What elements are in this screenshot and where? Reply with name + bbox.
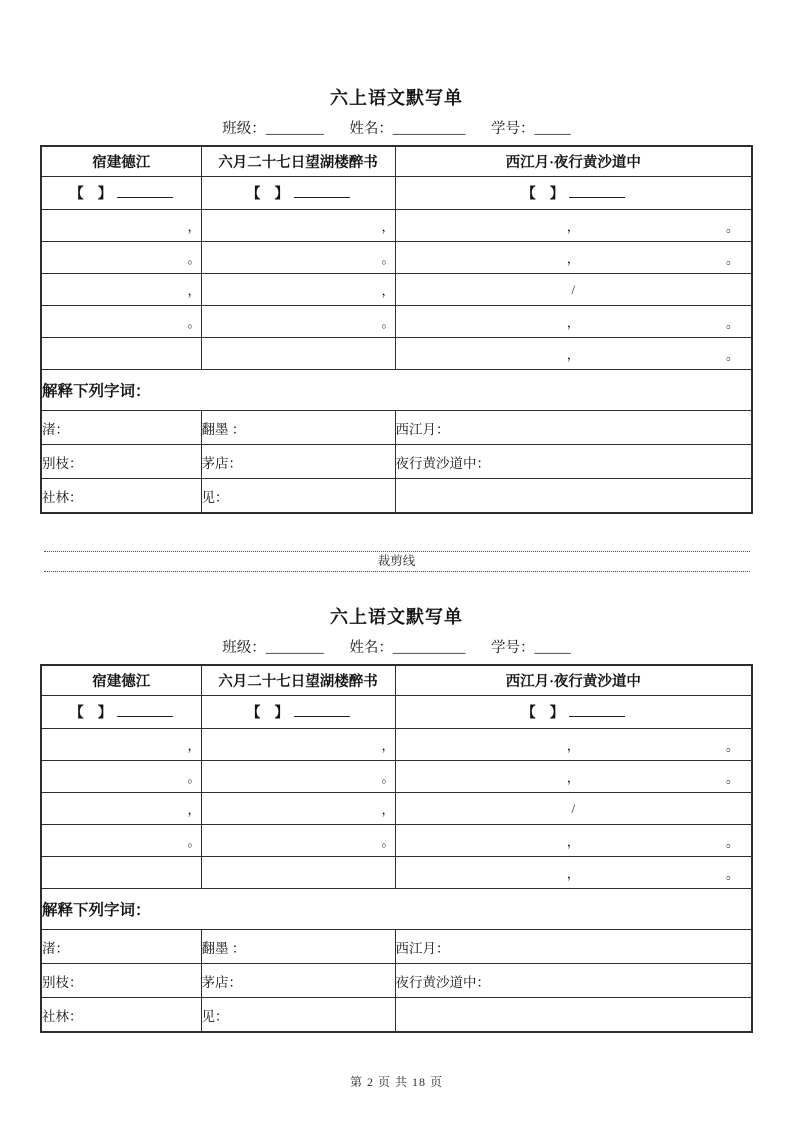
end-punctuation: 。 (725, 315, 739, 330)
mid-punctuation: ， (566, 834, 580, 849)
poem-line-cell: ， (41, 274, 201, 306)
explain-cell: 社林： (41, 998, 201, 1033)
end-punctuation: 。 (725, 834, 739, 849)
author-brackets: 【 】 (521, 706, 564, 721)
explain-cell: 西江月： (395, 930, 752, 964)
class-field (222, 636, 324, 657)
poem-line-cell (201, 338, 395, 370)
author-blank-line (569, 185, 625, 198)
poem-line-cell (395, 793, 752, 825)
poem-line-cell: ， (201, 210, 395, 242)
author-cell-3 (395, 696, 752, 729)
author-blank-line (117, 185, 173, 198)
poem-line-cell: 。 (201, 825, 395, 857)
name-blank: __________ (392, 640, 466, 656)
name-label: 姓名： (349, 121, 393, 137)
explain-cell: 渚： (41, 930, 201, 964)
author-cell-2 (201, 177, 395, 210)
poem-title-3: 西江月·夜行黄沙道中 (395, 146, 752, 177)
author-brackets: 【 】 (69, 706, 112, 721)
student-id-field (491, 636, 571, 657)
poem-line-cell: ， (201, 793, 395, 825)
author-cell-2 (201, 696, 395, 729)
student-info-line (0, 117, 793, 138)
author-blank-line (569, 704, 625, 717)
poem-line-cell (395, 857, 752, 889)
explain-row (41, 930, 752, 964)
explain-cell: 茅店： (201, 445, 395, 479)
poem-line-cell: ， (201, 729, 395, 761)
poem-line-row (41, 242, 752, 274)
end-punctuation: 。 (725, 219, 739, 234)
poem-line-cell: 。 (41, 825, 201, 857)
end-punctuation: 。 (725, 770, 739, 785)
poem-line-cell (395, 729, 752, 761)
explain-row (41, 998, 752, 1033)
explain-cell: 茅店： (201, 964, 395, 998)
poem-line-cell (395, 306, 752, 338)
worksheet-section-1 (0, 84, 793, 514)
poem-line-row (41, 825, 752, 857)
explain-cell: 别枝： (41, 445, 201, 479)
poem-line-cell: ， (41, 729, 201, 761)
poem-line-row (41, 857, 752, 889)
poem-title-1: 宿建德江 (41, 146, 201, 177)
worksheet-section-2 (0, 603, 793, 1033)
poem-title-2: 六月二十七日望湖楼醉书 (201, 146, 395, 177)
student-id-label: 学号： (491, 121, 535, 137)
explain-cell: 夜行黄沙道中： (395, 964, 752, 998)
mid-punctuation: ， (566, 770, 580, 785)
table-header-row (41, 665, 752, 696)
mid-punctuation: ， (566, 866, 580, 881)
explain-cell: 别枝： (41, 964, 201, 998)
explain-title: 解释下列字词： (41, 889, 752, 930)
poem-line-cell (41, 338, 201, 370)
poem-line-cell (395, 242, 752, 274)
mid-punctuation: ， (566, 219, 580, 234)
student-id-field (491, 117, 571, 138)
explain-cell: 社林： (41, 479, 201, 514)
author-cell-1 (41, 177, 201, 210)
author-blank-line (117, 704, 173, 717)
page-title: 六上语文默写单 (330, 88, 463, 108)
poem-line-row (41, 793, 752, 825)
poem-title-2: 六月二十七日望湖楼醉书 (201, 665, 395, 696)
name-field (349, 636, 465, 657)
class-label: 班级： (222, 640, 266, 656)
poem-line-cell: 。 (201, 242, 395, 274)
author-cell-1 (41, 696, 201, 729)
name-label: 姓名： (349, 640, 393, 656)
poem-line-cell: ， (41, 210, 201, 242)
student-id-blank: _____ (534, 640, 571, 656)
poem-line-cell: 。 (41, 242, 201, 274)
dictation-table (40, 664, 753, 1033)
explain-row (41, 411, 752, 445)
poem-line-cell (395, 761, 752, 793)
name-blank: __________ (392, 121, 466, 137)
class-blank: ________ (265, 640, 324, 656)
explain-cell: 见： (201, 479, 395, 514)
author-row (41, 177, 752, 210)
explain-cell (395, 998, 752, 1033)
end-punctuation: 。 (725, 866, 739, 881)
student-info-line (0, 636, 793, 657)
explain-cell: 翻墨 ： (201, 411, 395, 445)
table-header-row (41, 146, 752, 177)
poem-line-row (41, 338, 752, 370)
mid-punctuation: / (571, 281, 576, 297)
explain-cell: 见： (201, 998, 395, 1033)
poem-line-cell: ， (201, 274, 395, 306)
student-id-label: 学号： (491, 640, 535, 656)
mid-punctuation: ， (566, 251, 580, 266)
poem-line-cell (201, 857, 395, 889)
explain-cell: 翻墨 ： (201, 930, 395, 964)
mid-punctuation: / (571, 800, 576, 816)
explain-title: 解释下列字词： (41, 370, 752, 411)
explain-cell: 西江月： (395, 411, 752, 445)
page-number: 第 2 页 共 18 页 (349, 1075, 443, 1089)
poem-line-row (41, 274, 752, 306)
explain-title-row (41, 889, 752, 930)
page-title: 六上语文默写单 (330, 607, 463, 627)
mid-punctuation: ， (566, 738, 580, 753)
dictation-table (40, 145, 753, 514)
poem-line-row (41, 210, 752, 242)
student-id-blank: _____ (534, 121, 571, 137)
author-cell-3 (395, 177, 752, 210)
poem-line-cell (41, 857, 201, 889)
explain-cell: 渚： (41, 411, 201, 445)
poem-line-cell (395, 825, 752, 857)
end-punctuation: 。 (725, 251, 739, 266)
poem-line-cell: 。 (41, 761, 201, 793)
poem-line-row (41, 761, 752, 793)
poem-line-row (41, 306, 752, 338)
mid-punctuation: ， (566, 315, 580, 330)
poem-line-row (41, 729, 752, 761)
poem-line-cell: 。 (201, 306, 395, 338)
class-blank: ________ (265, 121, 324, 137)
cut-line: 裁剪线 (44, 551, 750, 572)
class-label: 班级： (222, 121, 266, 137)
explain-cell: 夜行黄沙道中： (395, 445, 752, 479)
poem-line-cell: ， (41, 793, 201, 825)
explain-title-row (41, 370, 752, 411)
explain-cell (395, 479, 752, 514)
explain-row (41, 964, 752, 998)
poem-line-cell (395, 274, 752, 306)
poem-line-cell (395, 210, 752, 242)
explain-row (41, 479, 752, 514)
end-punctuation: 。 (725, 738, 739, 753)
author-brackets: 【 】 (521, 187, 564, 202)
name-field (349, 117, 465, 138)
end-punctuation: 。 (725, 347, 739, 362)
poem-line-cell (395, 338, 752, 370)
author-blank-line (294, 185, 350, 198)
explain-row (41, 445, 752, 479)
author-row (41, 696, 752, 729)
author-brackets: 【 】 (246, 706, 289, 721)
class-field (222, 117, 324, 138)
poem-title-3: 西江月·夜行黄沙道中 (395, 665, 752, 696)
author-blank-line (294, 704, 350, 717)
author-brackets: 【 】 (69, 187, 112, 202)
poem-line-cell: 。 (201, 761, 395, 793)
mid-punctuation: ， (566, 347, 580, 362)
author-brackets: 【 】 (246, 187, 289, 202)
poem-title-1: 宿建德江 (41, 665, 201, 696)
poem-line-cell: 。 (41, 306, 201, 338)
